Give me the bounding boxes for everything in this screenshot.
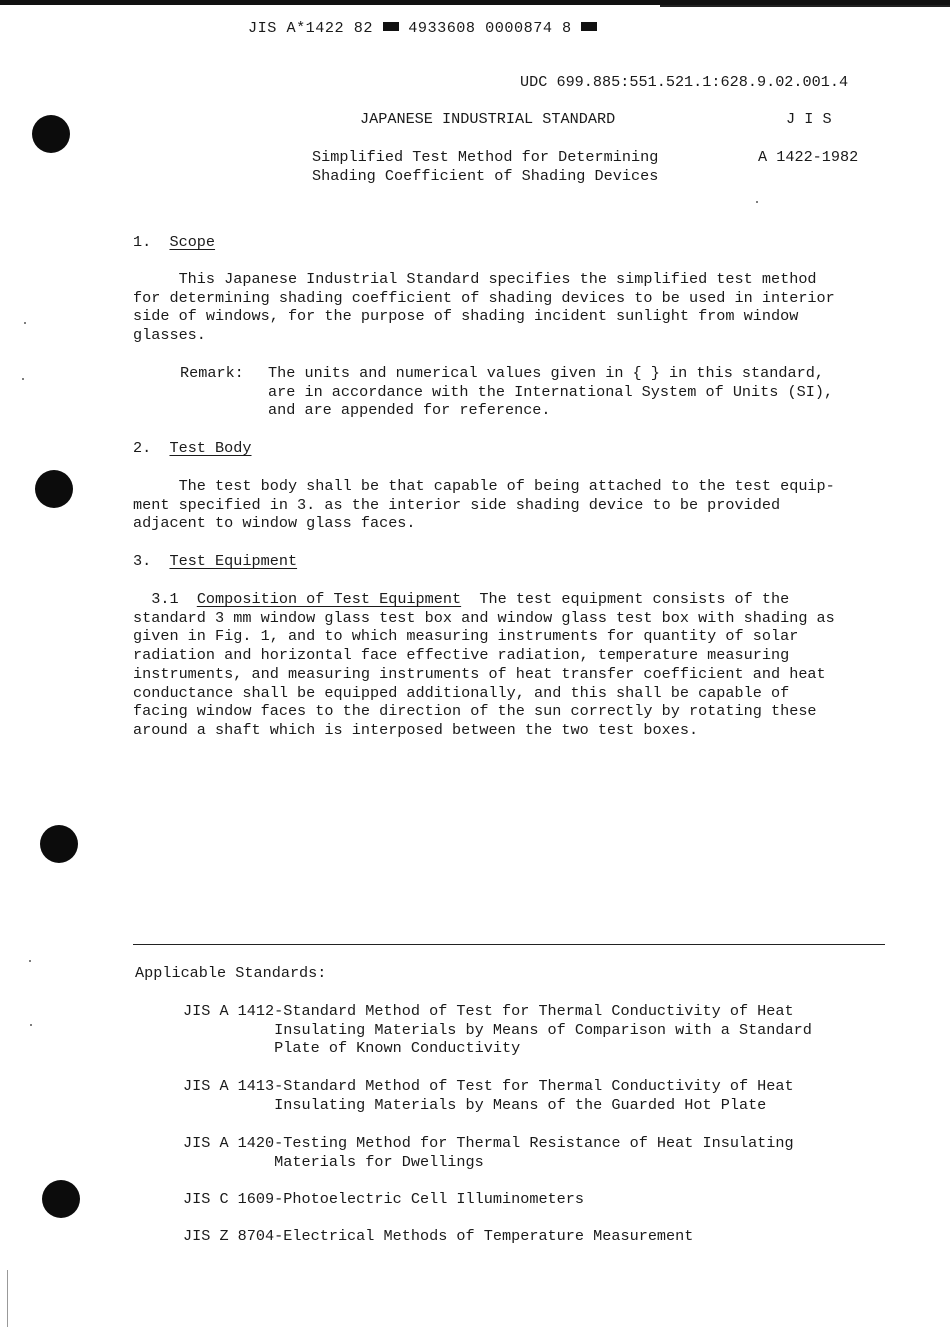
section-title: Test Equipment bbox=[169, 552, 298, 570]
section-number: 2. bbox=[133, 439, 152, 457]
text-line: given in Fig. 1, and to which measuring instruments for quantity of solar bbox=[133, 627, 799, 646]
text-line bbox=[133, 590, 835, 609]
text-line: are in accordance with the International System of Units (SI), bbox=[268, 382, 834, 401]
composition-paragraph bbox=[133, 590, 835, 740]
subsection-number: 3.1 bbox=[151, 590, 179, 608]
speck bbox=[30, 1024, 32, 1026]
remark-label: Remark: bbox=[180, 364, 244, 382]
punch-hole-3 bbox=[40, 825, 78, 863]
text-line: radiation and horizontal face effective radiation, temperature measuring bbox=[133, 646, 790, 665]
applicable-standard-item bbox=[183, 1002, 812, 1058]
barcode-block bbox=[383, 22, 399, 31]
text-line: The units and numerical values given in { } in this standard, bbox=[268, 364, 824, 382]
text-line: This Japanese Industrial Standard specifies the simplified test method bbox=[133, 270, 817, 288]
applicable-standard-item bbox=[183, 1190, 584, 1209]
subsection-lead: The test equipment consists of the bbox=[479, 590, 790, 608]
section-number: 1. bbox=[133, 233, 152, 251]
text-line: JIS C 1609-Photoelectric Cell Illuminometers bbox=[183, 1190, 585, 1208]
section-1-heading bbox=[133, 233, 215, 252]
text-line: side of windows, for the purpose of shading incident sunlight from window bbox=[133, 307, 799, 326]
text-line: adjacent to window glass faces. bbox=[133, 514, 416, 533]
text-line: ment specified in 3. as the interior side shading device to be provided bbox=[133, 495, 781, 514]
text-line: JIS A 1412-Standard Method of Test for Thermal Conductivity of Heat bbox=[183, 1002, 794, 1020]
text-line: Insulating Materials by Means of the Guarded Hot Plate bbox=[183, 1095, 767, 1114]
section-title: Scope bbox=[169, 233, 216, 251]
standard-label: JAPANESE INDUSTRIAL STANDARD bbox=[360, 110, 616, 128]
section-title: Test Body bbox=[169, 439, 252, 457]
speck bbox=[29, 960, 31, 962]
text-line: Materials for Dwellings bbox=[183, 1152, 484, 1171]
text-line: JIS A 1413-Standard Method of Test for Thermal Conductivity of Heat bbox=[183, 1077, 794, 1095]
text-line: conductance shall be equipped additionally, and this shall be capable of bbox=[133, 683, 790, 702]
header-code bbox=[248, 19, 597, 38]
jis-mark: J I S bbox=[786, 110, 832, 128]
punch-hole-4 bbox=[42, 1180, 80, 1218]
punch-hole-1 bbox=[32, 115, 70, 153]
text-line: instruments, and measuring instruments of heat transfer coefficient and heat bbox=[133, 664, 826, 683]
text-line: and are appended for reference. bbox=[268, 401, 551, 420]
standard-number: A 1422-1982 bbox=[758, 148, 859, 166]
applicable-standard-item bbox=[183, 1134, 794, 1171]
header-code-part1: JIS A*1422 82 bbox=[248, 19, 373, 37]
top-border-thin bbox=[660, 5, 950, 7]
test-body-paragraph bbox=[133, 477, 835, 533]
text-line: facing window faces to the direction of the sun correctly by rotating these bbox=[133, 702, 817, 721]
scope-paragraph bbox=[133, 270, 835, 345]
text-line: standard 3 mm window glass test box and window glass test box with shading as bbox=[133, 608, 835, 627]
section-2-heading bbox=[133, 439, 252, 458]
applicable-standard-item bbox=[183, 1077, 794, 1114]
barcode-block bbox=[581, 22, 597, 31]
section-number: 3. bbox=[133, 552, 152, 570]
title-line-1: Simplified Test Method for Determining bbox=[312, 148, 659, 166]
remark-text bbox=[268, 364, 833, 420]
udc-code: UDC 699.885:551.521.1:628.9.02.001.4 bbox=[520, 73, 849, 91]
text-line: Insulating Materials by Means of Comparison with a Standard bbox=[183, 1020, 812, 1039]
text-line: Plate of Known Conductivity bbox=[183, 1039, 521, 1058]
speck bbox=[756, 201, 758, 203]
text-line: around a shaft which is interposed between the two test boxes. bbox=[133, 720, 699, 739]
text-line: for determining shading coefficient of shading devices to be used in interior bbox=[133, 288, 835, 307]
applicable-standard-item bbox=[183, 1227, 693, 1246]
footnote-divider bbox=[133, 944, 885, 945]
header-code-part2: 4933608 0000874 8 bbox=[408, 19, 572, 37]
subsection-title: Composition of Test Equipment bbox=[196, 590, 462, 608]
text-line: JIS A 1420-Testing Method for Thermal Resistance of Heat Insulating bbox=[183, 1134, 794, 1152]
title-line-2: Shading Coefficient of Shading Devices bbox=[312, 167, 659, 185]
speck bbox=[24, 322, 26, 324]
applicable-standards-heading: Applicable Standards: bbox=[135, 964, 327, 982]
punch-hole-2 bbox=[35, 470, 73, 508]
speck bbox=[22, 378, 24, 380]
section-3-heading bbox=[133, 552, 297, 571]
text-line: JIS Z 8704-Electrical Methods of Temperature Measurement bbox=[183, 1227, 694, 1245]
scan-edge-line bbox=[7, 1270, 8, 1327]
text-line: glasses. bbox=[133, 326, 206, 345]
text-line: The test body shall be that capable of being attached to the test equip- bbox=[133, 477, 835, 495]
